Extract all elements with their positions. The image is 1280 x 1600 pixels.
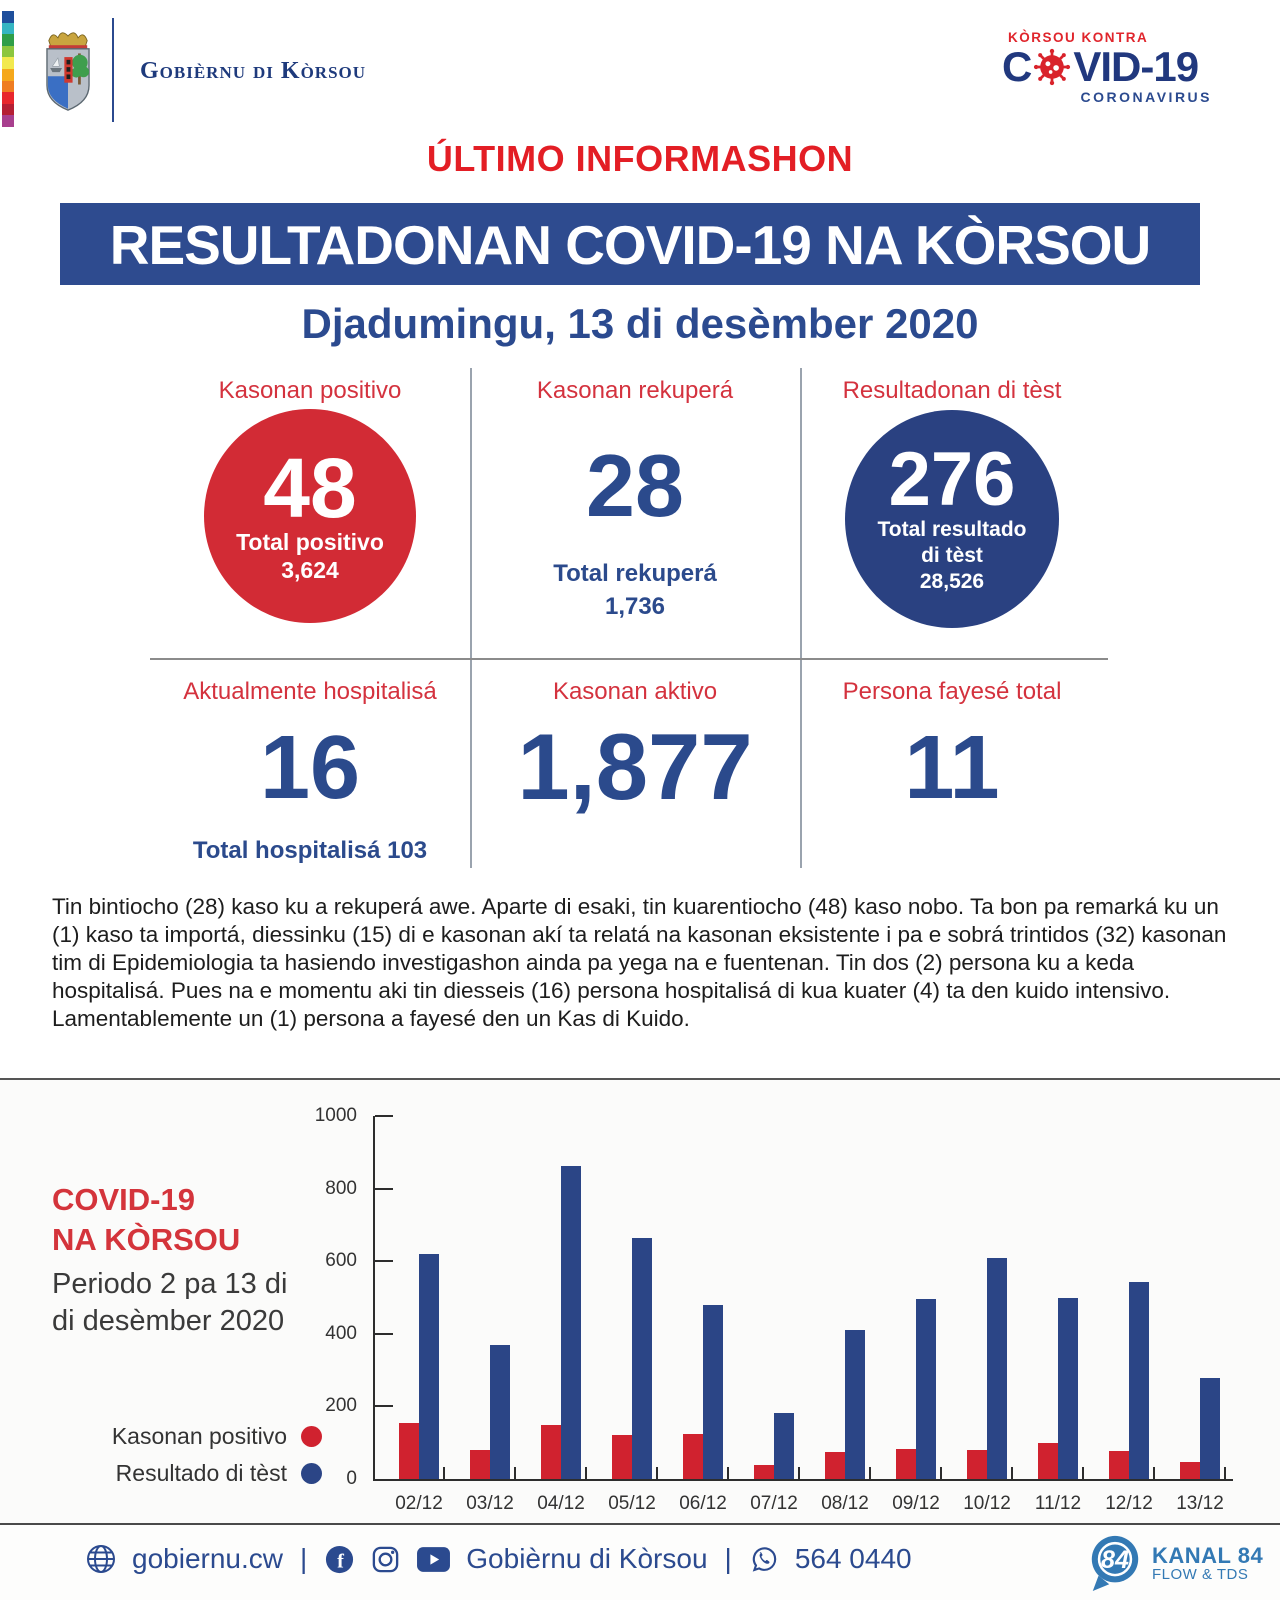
kanal84-line1: KANAL 84 xyxy=(1152,1542,1264,1568)
bar-test-05/12 xyxy=(632,1238,652,1479)
chart-legend xyxy=(60,1418,322,1492)
bar-positivo-12/12 xyxy=(1109,1451,1129,1479)
x-tick-7 xyxy=(940,1467,942,1479)
logo-kicker: KÒRSOU KONTRA xyxy=(1008,30,1149,45)
svg-text:f: f xyxy=(337,1549,345,1572)
summary-paragraph: Tin bintiocho (28) kaso ku a rekuperá awe. Aparte di esaki, tin kuarentiocho (48) kaso nobo. Ta bon pa remarká ku un (1) kaso ta importá, diessinku (15) di e kasonan akí ta relatá na kasonan eksistente i pa e sobrá trintidos (32) kasonan tim di Epidemiologia ta hasiendo investigashon ainda pa yega na e fuentenan. Tin dos (2) persona ku a keda hospitalisá. Pues na e momentu aki tin diesseis (16) persona hospitalisá di kua kuater (4) ta den kuido intensivo. Lamentablemente un (1) persona a fayesé den un Kas di Kuido. xyxy=(52,894,1227,1031)
bar-positivo-08/12 xyxy=(825,1452,845,1479)
stat-value-aktivo: 1,877 xyxy=(517,714,753,819)
bar-test-02/12 xyxy=(419,1254,439,1479)
kanal84-line2: FLOW & TDS xyxy=(1152,1565,1249,1583)
bar-test-08/12 xyxy=(845,1330,865,1479)
x-tick-11 xyxy=(1224,1467,1226,1479)
korsou-kontra-covid19-logo xyxy=(1002,30,1212,105)
x-tick-label-10/12: 10/12 xyxy=(963,1493,1011,1514)
y-tick-400 xyxy=(375,1333,393,1335)
y-axis xyxy=(373,1116,375,1481)
bar-positivo-02/12 xyxy=(399,1423,419,1479)
kanal84-logo xyxy=(1086,1533,1263,1593)
government-name: Gobièrnu di Kòrsou xyxy=(140,58,367,84)
curacao-coat-of-arms xyxy=(36,24,100,124)
x-tick-label-03/12: 03/12 xyxy=(466,1493,514,1514)
footer-contact-row xyxy=(85,1543,912,1575)
stat-total-label-test-2: di tèst xyxy=(921,544,983,567)
page-banner-title: RESULTADONAN COVID-19 NA KÒRSOU xyxy=(60,203,1200,285)
bar-positivo-04/12 xyxy=(541,1425,561,1479)
y-tick-label-0: 0 xyxy=(346,1468,357,1489)
y-tick-label-600: 600 xyxy=(325,1250,357,1272)
x-tick-label-05/12: 05/12 xyxy=(608,1493,656,1514)
bar-positivo-03/12 xyxy=(470,1450,490,1479)
y-tick-800 xyxy=(375,1188,393,1190)
bar-test-11/12 xyxy=(1058,1298,1078,1479)
stat-value-rekupera: 28 xyxy=(586,436,684,535)
kanal84-text xyxy=(1152,1544,1263,1583)
bar-test-10/12 xyxy=(987,1258,1007,1479)
x-tick-label-09/12: 09/12 xyxy=(892,1493,940,1514)
x-tick-0 xyxy=(443,1467,445,1479)
stat-total-value-positivo: 3,624 xyxy=(281,557,339,583)
legend-label-1: Resultado di tèst xyxy=(115,1460,287,1486)
x-tick-label-12/12: 12/12 xyxy=(1105,1493,1153,1514)
youtube-icon xyxy=(416,1546,451,1573)
globe-icon xyxy=(85,1543,117,1575)
chart-title-line1: COVID-19 xyxy=(52,1182,195,1217)
stat-total-value-test: 28,526 xyxy=(919,570,985,593)
bar-positivo-13/12 xyxy=(1180,1462,1200,1479)
stat-value-fayese: 11 xyxy=(904,718,1000,818)
y-tick-label-400: 400 xyxy=(325,1322,357,1344)
bar-positivo-10/12 xyxy=(967,1450,987,1479)
legend-label-0: Kasonan positivo xyxy=(111,1423,287,1449)
bar-positivo-11/12 xyxy=(1038,1443,1058,1479)
header-divider xyxy=(112,18,114,122)
legend-dot-0 xyxy=(301,1426,322,1447)
facebook-icon xyxy=(324,1544,355,1575)
flag-color-9 xyxy=(2,115,14,127)
stat-label-positivo: Kasonan positivo xyxy=(218,377,402,404)
stat-value-test: 276 xyxy=(888,437,1016,522)
stat-value-positivo: 48 xyxy=(263,441,357,535)
stat-total-label-rekupera: Total rekuperá xyxy=(553,560,717,587)
chart-title-line2: NA KÒRSOU xyxy=(52,1222,241,1257)
bar-test-13/12 xyxy=(1200,1378,1220,1479)
x-tick-label-02/12: 02/12 xyxy=(395,1493,443,1514)
kanal84-bubble-icon xyxy=(1086,1533,1144,1593)
x-tick-label-13/12: 13/12 xyxy=(1176,1493,1224,1514)
stat-total-label-hospital: Total hospitalisá 103 xyxy=(192,837,428,864)
whatsapp-icon xyxy=(749,1544,780,1575)
bar-positivo-06/12 xyxy=(683,1434,703,1479)
bar-test-06/12 xyxy=(703,1305,723,1479)
y-tick-label-1000: 1000 xyxy=(314,1105,357,1126)
stat-label-hospital: Aktualmente hospitalisá xyxy=(183,678,437,705)
logo-subtitle: CORONAVIRUS xyxy=(1080,89,1212,105)
stat-label-rekupera: Kasonan rekuperá xyxy=(536,377,734,404)
x-axis xyxy=(373,1479,1233,1481)
bar-test-03/12 xyxy=(490,1345,510,1479)
flag-color-1 xyxy=(2,23,14,35)
bar-positivo-09/12 xyxy=(896,1449,916,1479)
x-tick-label-08/12: 08/12 xyxy=(821,1493,869,1514)
report-date: Djadumingu, 13 di desèmber 2020 xyxy=(301,300,979,347)
stat-total-value-rekupera: 1,736 xyxy=(604,593,666,620)
x-tick-label-11/12: 11/12 xyxy=(1034,1493,1082,1514)
legend-row-0 xyxy=(60,1418,322,1455)
stat-label-aktivo: Kasonan aktivo xyxy=(552,678,718,705)
stats-grid xyxy=(60,365,1220,873)
y-tick-600 xyxy=(375,1260,393,1262)
footer-separator-2: | xyxy=(724,1543,732,1574)
flag-color-7 xyxy=(2,92,14,104)
x-tick-9 xyxy=(1082,1467,1084,1479)
x-tick-8 xyxy=(1011,1467,1013,1479)
footer-account-name: Gobièrnu di Kòrsou xyxy=(466,1543,708,1574)
logo-brand xyxy=(1002,45,1212,89)
stat-value-hospital: 16 xyxy=(259,718,361,818)
x-tick-3 xyxy=(656,1467,658,1479)
x-tick-4 xyxy=(727,1467,729,1479)
x-tick-5 xyxy=(798,1467,800,1479)
x-tick-10 xyxy=(1153,1467,1155,1479)
y-tick-1000 xyxy=(375,1115,393,1117)
bar-positivo-07/12 xyxy=(754,1465,774,1479)
chart-title-block xyxy=(52,1180,287,1340)
bar-test-07/12 xyxy=(774,1413,794,1479)
flag-color-2 xyxy=(2,34,14,46)
chart-subtitle-line1: Periodo 2 pa 13 di xyxy=(52,1268,288,1300)
bar-test-09/12 xyxy=(916,1299,936,1479)
bar-test-04/12 xyxy=(561,1166,581,1479)
y-tick-200 xyxy=(375,1405,393,1407)
svg-text:84: 84 xyxy=(1101,1545,1129,1574)
stat-circle-test xyxy=(845,410,1059,628)
stat-total-label-test-1: Total resultado xyxy=(877,518,1027,541)
y-tick-label-200: 200 xyxy=(325,1395,357,1417)
flag-color-0 xyxy=(2,11,14,23)
stat-circle-positivo xyxy=(204,409,416,623)
flag-color-8 xyxy=(2,104,14,116)
footer-separator-1: | xyxy=(299,1543,308,1574)
stat-total-label-positivo: Total positivo xyxy=(236,529,384,555)
bar-positivo-05/12 xyxy=(612,1435,632,1479)
logo-brand-vid19: VID-19 xyxy=(1073,43,1199,90)
x-tick-label-06/12: 06/12 xyxy=(679,1493,727,1514)
stat-label-test: Resultadonan di tèst xyxy=(842,377,1062,404)
x-tick-6 xyxy=(869,1467,871,1479)
bar-chart-plot xyxy=(314,1105,1233,1514)
instagram-icon xyxy=(370,1544,401,1575)
logo-brand-c: C xyxy=(1002,43,1032,90)
flag-color-3 xyxy=(2,46,14,58)
grid-divider-horizontal xyxy=(150,658,1108,660)
flag-color-6 xyxy=(2,81,14,93)
page-kicker-title: ÚLTIMO INFORMASHON xyxy=(426,138,854,179)
x-tick-label-04/12: 04/12 xyxy=(537,1493,585,1514)
stat-label-fayese: Persona fayesé total xyxy=(842,678,1062,705)
virus-icon xyxy=(1032,47,1072,87)
footer-phone: 564 0440 xyxy=(794,1543,912,1574)
footer xyxy=(0,1523,1280,1600)
bar-test-12/12 xyxy=(1129,1282,1149,1479)
x-tick-label-07/12: 07/12 xyxy=(750,1493,798,1514)
chart-section xyxy=(0,1078,1280,1525)
flag-color-strip xyxy=(2,11,14,127)
footer-website: gobiernu.cw xyxy=(132,1543,283,1574)
y-tick-label-800: 800 xyxy=(325,1177,357,1199)
x-tick-1 xyxy=(514,1467,516,1479)
x-tick-2 xyxy=(585,1467,587,1479)
flag-color-5 xyxy=(2,69,14,81)
chart-subtitle-line2: di desèmber 2020 xyxy=(52,1305,285,1337)
flag-color-4 xyxy=(2,57,14,69)
legend-row-1 xyxy=(60,1455,322,1492)
